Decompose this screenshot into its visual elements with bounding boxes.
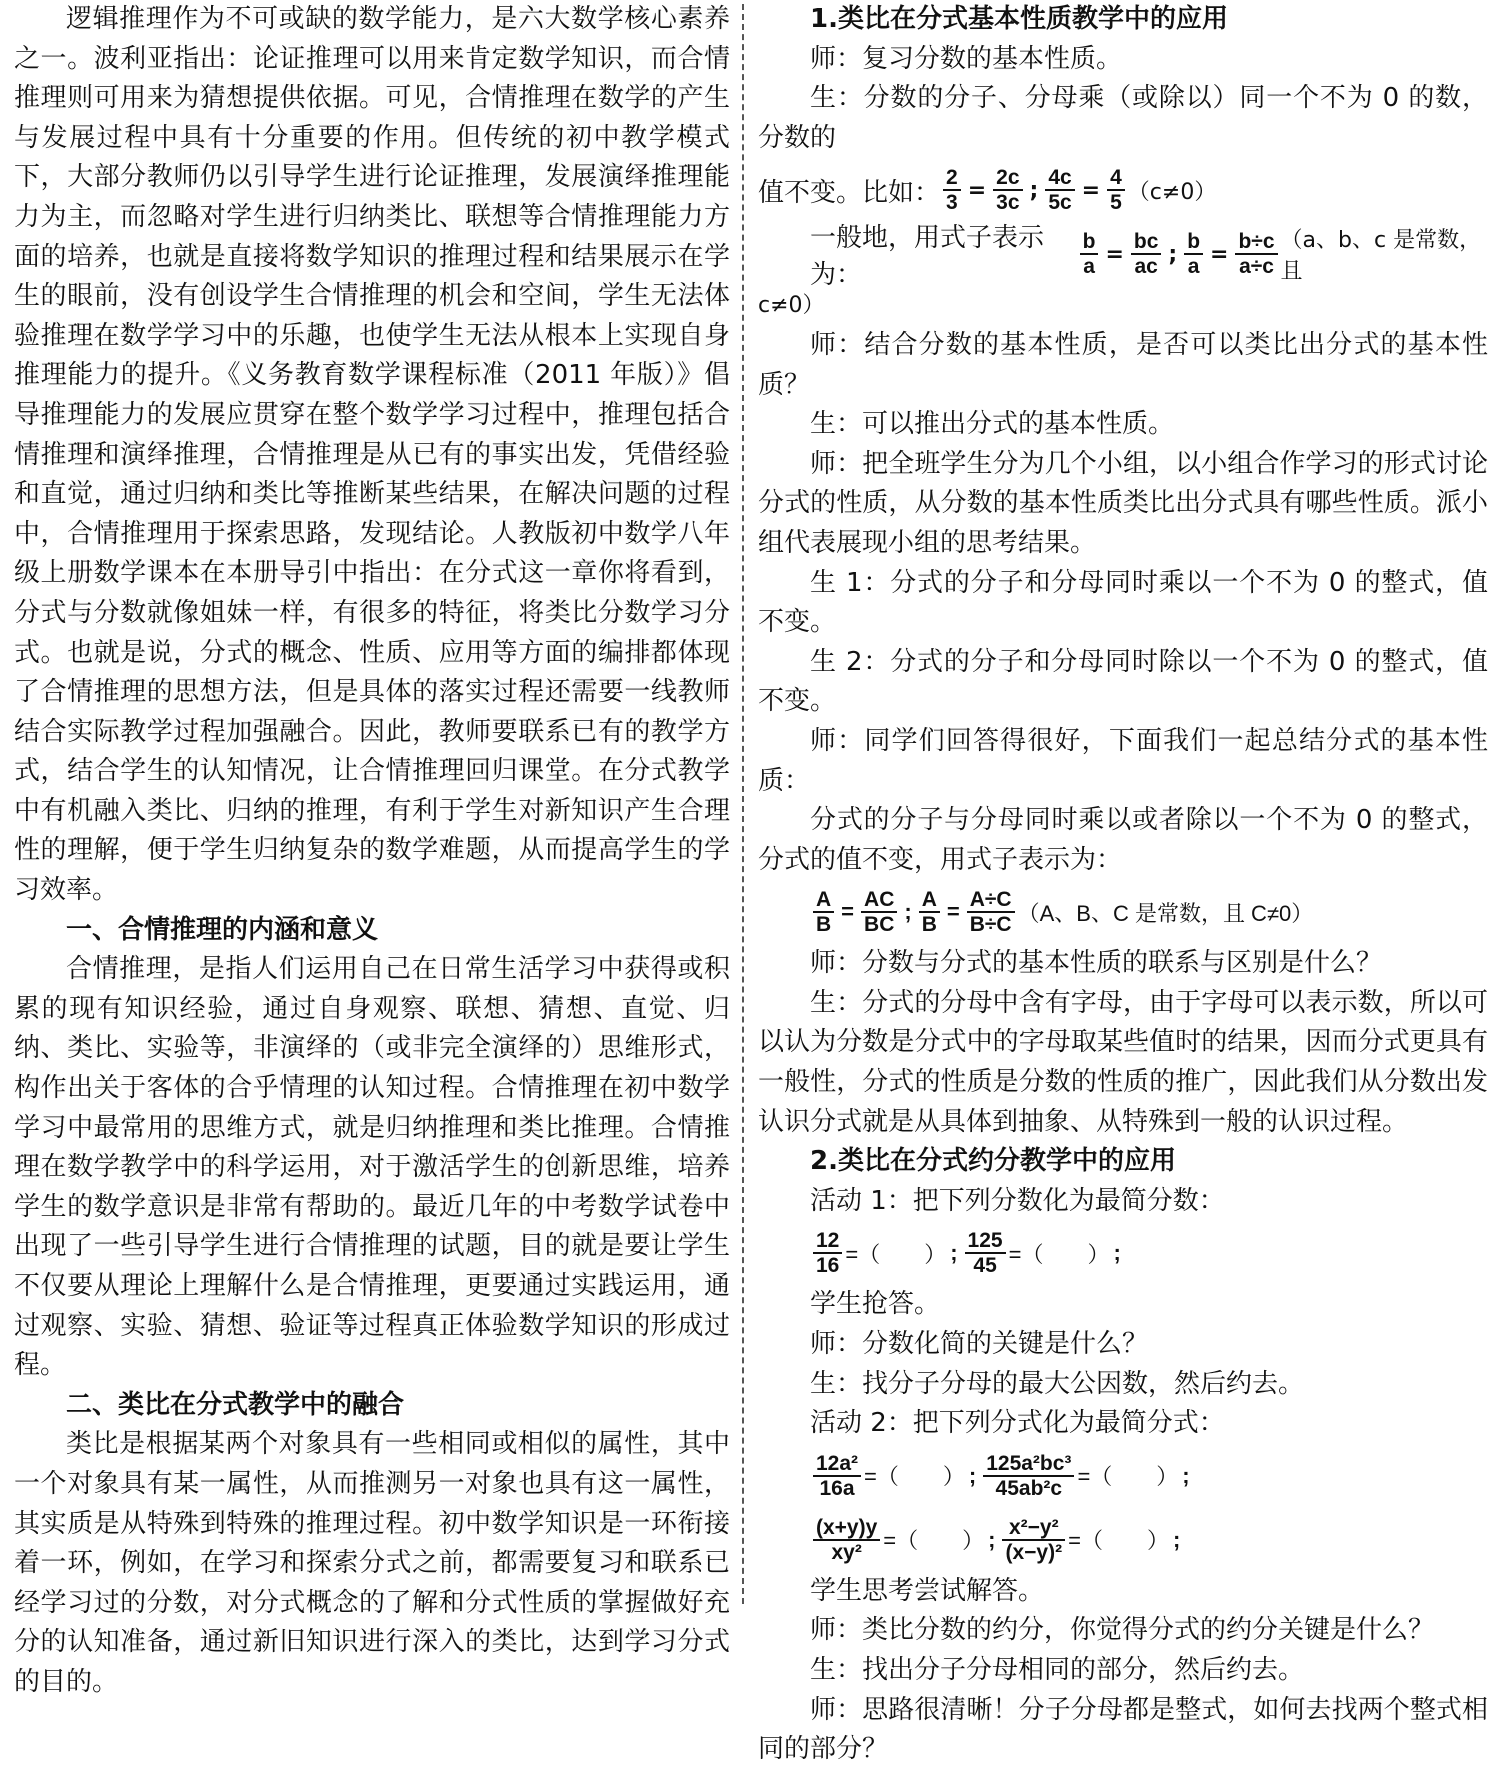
right-column: [758, 0, 1488, 1770]
activity-2-exercises-row-2: $\frac{(x+y)y}{\text{xy²}}$ =（ ） ; $\frac{\text{x²−y²}}{\text{(x−y)²}}$ =（ ） ;: [758, 1508, 1488, 1572]
fraction: $\frac{12}{16}$: [813, 1229, 842, 1277]
example-prefix: 值不变。比如：: [758, 177, 941, 208]
paragraph-2: 类比是根据某两个对象具有一些相同或相似的属性，其中一个对象具有某一属性，从而推测另一对象也具有这一属性，其实质是从特殊到特殊的推理过程。初中数学知识是一环衔接着一环，例如，在学习和探索分式之前，都需要复习和联系已经学习过的分数，对分式概念的了解和分式性质的掌握做好充分的认知准备，通过新旧知识进行深入的类比，达到学习分式的目的。: [14, 1429, 730, 1697]
answer-blank: =（ ）: [864, 1464, 965, 1490]
polynomial-property-line: $\frac{A}{B}$ = $\frac{AC}{BC}$ ; $\frac{A}{B}$ = $\frac{A\div C}{B\div C}$ （A、B、C 是常数，且 C≠0）: [758, 880, 1488, 944]
student-line-5: 生：分式的分母中含有字母，由于字母可以表示数，所以可以认为分数是分式中的字母取某些值时的结果，因而分式更具有一般性，分式的性质是分数的性质的推广，因此我们从分数出发认识分式就是从具体到抽象、从特殊到一般的认识过程。: [758, 987, 1488, 1137]
student-line-6: 生：找分子分母的最大公因数，然后约去。: [810, 1368, 1305, 1399]
student-2-line: 生 2：分式的分子和分母同时除以一个不为 0 的整式，值不变。: [758, 646, 1488, 717]
answer-blank: =（ ）: [1008, 1241, 1110, 1267]
fraction: $\frac{\text{12a²}}{16a}$: [813, 1452, 861, 1500]
answer-blank: =（ ）: [883, 1528, 985, 1554]
fraction: $\frac{bc}{ac}$: [1131, 230, 1162, 278]
condition-text: （a、b、c 是常数，且: [1280, 228, 1482, 285]
teacher-line-7: 师：类比分数的约分，你觉得分式的约分关键是什么？: [810, 1615, 1435, 1646]
teacher-line-1: 师：复习分数的基本性质。: [810, 43, 1123, 74]
fraction: $\frac{4c}{5c}$: [1045, 166, 1074, 214]
condition-continuation: c≠0）: [758, 293, 825, 319]
fraction: $\frac{4}{5}$: [1107, 166, 1125, 214]
fraction: $\frac{A\div C}{B\div C}$: [967, 888, 1015, 936]
general-formula-line: 一般地，用式子表示为： $\frac{b}{a}$ = $\frac{bc}{ac}$ ; $\frac{b}{a}$ = $\frac{b\div c}{a\div c}$ （a、b、c 是常数，且: [758, 222, 1488, 286]
student-1-line: 生 1：分式的分子和分母同时乘以一个不为 0 的整式，值不变。: [758, 567, 1488, 638]
activity-2-exercises-row-1: $\frac{\text{12a²}}{16a}$ =（ ） ; $\frac{\text{125a²bc³}}{\text{45ab²c}}$ =（ ） ;: [758, 1444, 1488, 1508]
fraction: $\frac{b\div c}{a\div c}$: [1235, 230, 1277, 278]
student-attempt: 学生思考尝试解答。: [810, 1575, 1045, 1606]
section-heading-2: 二、类比在分式教学中的融合: [66, 1389, 405, 1420]
activity-1-exercises: $\frac{12}{16}$ =（ ） ; $\frac{125}{45}$ =（ ） ;: [758, 1221, 1488, 1285]
fraction: $\frac{\text{125a²bc³}}{\text{45ab²c}}$: [983, 1452, 1074, 1500]
fraction: $\frac{(x+y)y}{\text{xy²}}$: [813, 1516, 880, 1564]
paragraph-1: 合情推理，是指人们运用自己在日常生活学习中获得或积累的现有知识经验，通过自身观察、联想、猜想、直觉、归纳、类比、实验等，非演绎的（或非完全演绎的）思维形式，构作出关于客体的合乎情理的认知过程。合情推理在初中数学学习中最常用的思维方式，就是归纳推理和类比推理。合情推理在数学教学中的科学运用，对于激活学生的创新思维，培养学生的数学意识是非常有帮助的。最近几年的中考数学试卷中出现了一些引导学生进行合情推理的试题，目的就是要让学生不仅要从理论上理解什么是合情推理，更要通过实践运用，通过观察、实验、猜想、验证等过程真正体验数学知识的形成过程。: [14, 954, 730, 1381]
column-divider: [742, 4, 744, 1604]
condition-text: （A、B、C 是常数，且 C≠0）: [1017, 900, 1314, 926]
fraction: $\frac{2c}{3c}$: [993, 166, 1022, 214]
student-line-2: 生：可以推出分式的基本性质。: [810, 409, 1175, 440]
left-column: [14, 0, 730, 1703]
answer-blank: =（ ）: [845, 1241, 947, 1267]
student-quick-answer: 学生抢答。: [810, 1289, 941, 1320]
intro-paragraph: 逻辑推理作为不可或缺的数学能力，是六大数学核心素养之一。波利亚指出：论证推理可以用来肯定数学知识，而合情推理则可用来为猜想提供依据。可见，合情推理在数学的产生与发展过程中具有十分重要的作用。但传统的初中教学模式下，大部分教师仍以引导学生进行论证推理，发展演绎推理能力为主，而忽略对学生进行归纳类比、联想等合情推理能力方面的培养，也就是直接将数学知识的推理过程和结果展示在学生的眼前，没有创设学生合情推理的机会和空间，学生无法体验推理在数学学习中的乐趣，也使学生无法从根本上实现自身推理能力的提升。《义务教育数学课程标准（2011 年版）》倡导推理能力的发展应贯穿在整个数学学习过程中，推理包括合情推理和演绎推理，合情推理是从已有的事实出发，凭借经验和直觉，通过归纳和类比等推断某些结果，在解决问题的过程中，合情推理用于探索思路，发现结论。人教版初中数学八年级上册数学课本在本册导引中指出：在分式这一章你将看到，分式与分数就像姐妹一样，有很多的特征，将类比分数学习分式。也就是说，分式的概念、性质、应用等方面的编排都体现了合情推理的思想方法，但是具体的落实过程还需要一线教师结合实际教学过程加强融合。因此，教师要联系已有的教学方式，结合学生的认知情况，让合情推理回归课堂。在分式教学中有机融入类比、归纳的推理，有利于学生对新知识产生合理性的理解，便于学生归纳复杂的数学难题，从而提高学生的学习效率。: [14, 4, 730, 906]
subsection-heading-2: 2.类比在分式约分教学中的应用: [810, 1146, 1176, 1177]
activity-1: 活动 1：把下列分数化为最简分数：: [810, 1185, 1225, 1216]
condition-text: （c≠0）: [1127, 179, 1217, 205]
fraction: $\frac{125}{45}$: [965, 1229, 1006, 1277]
student-line-7: 生：找出分子分母相同的部分，然后约去。: [810, 1655, 1305, 1685]
fraction: $\frac{b}{a}$: [1080, 230, 1099, 278]
summary-paragraph: 分式的分子与分母同时乘以或者除以一个不为 0 的整式，分式的值不变，用式子表示为：: [758, 805, 1488, 875]
teacher-line-2: 师：结合分数的基本性质，是否可以类比出分式的基本性质？: [758, 329, 1488, 400]
teacher-line-5: 师：分数与分式的基本性质的联系与区别是什么？: [810, 948, 1383, 979]
fraction: $\frac{2}{3}$: [943, 166, 961, 214]
fraction: $\frac{A}{B}$: [813, 888, 834, 936]
fraction: $\frac{\text{x²−y²}}{\text{(x−y)²}}$: [1002, 1516, 1065, 1564]
teacher-line-8: 师：思路很清晰！分子分母都是整式，如何去找两个整式相同的部分？: [758, 1694, 1488, 1765]
student-line-1: 生：分数的分子、分母乘（或除以）同一个不为 0 的数，分数的: [758, 83, 1488, 153]
formula-prefix: 一般地，用式子表示为：: [810, 223, 1045, 291]
activity-2: 活动 2：把下列分式化为最简分式：: [810, 1408, 1225, 1439]
fraction: $\frac{AC}{BC}$: [861, 888, 897, 936]
teacher-line-3: 师：把全班学生分为几个小组，以小组合作学习的形式讨论分式的性质，从分数的基本性质类比出分式具有哪些性质。派小组代表展现小组的思考结果。: [758, 448, 1488, 558]
answer-blank: =（ ）: [1068, 1528, 1169, 1554]
fraction: $\frac{b}{a}$: [1184, 230, 1203, 278]
fraction: $\frac{A}{B}$: [919, 888, 940, 936]
section-heading-1: 一、合情推理的内涵和意义: [66, 914, 379, 945]
teacher-line-6: 师：分数化简的关键是什么？: [810, 1329, 1149, 1360]
answer-blank: =（ ）: [1077, 1464, 1179, 1490]
subsection-heading-1: 1.类比在分式基本性质教学中的应用: [810, 4, 1228, 34]
fraction-example-line: 值不变。比如： $\frac{2}{3}$ = $\frac{2c}{3c}$ ; $\frac{4c}{5c}$ = $\frac{4}{5}$ （c≠0）: [758, 166, 1217, 215]
teacher-line-4: 师：同学们回答得很好，下面我们一起总结分式的基本性质：: [758, 725, 1488, 796]
